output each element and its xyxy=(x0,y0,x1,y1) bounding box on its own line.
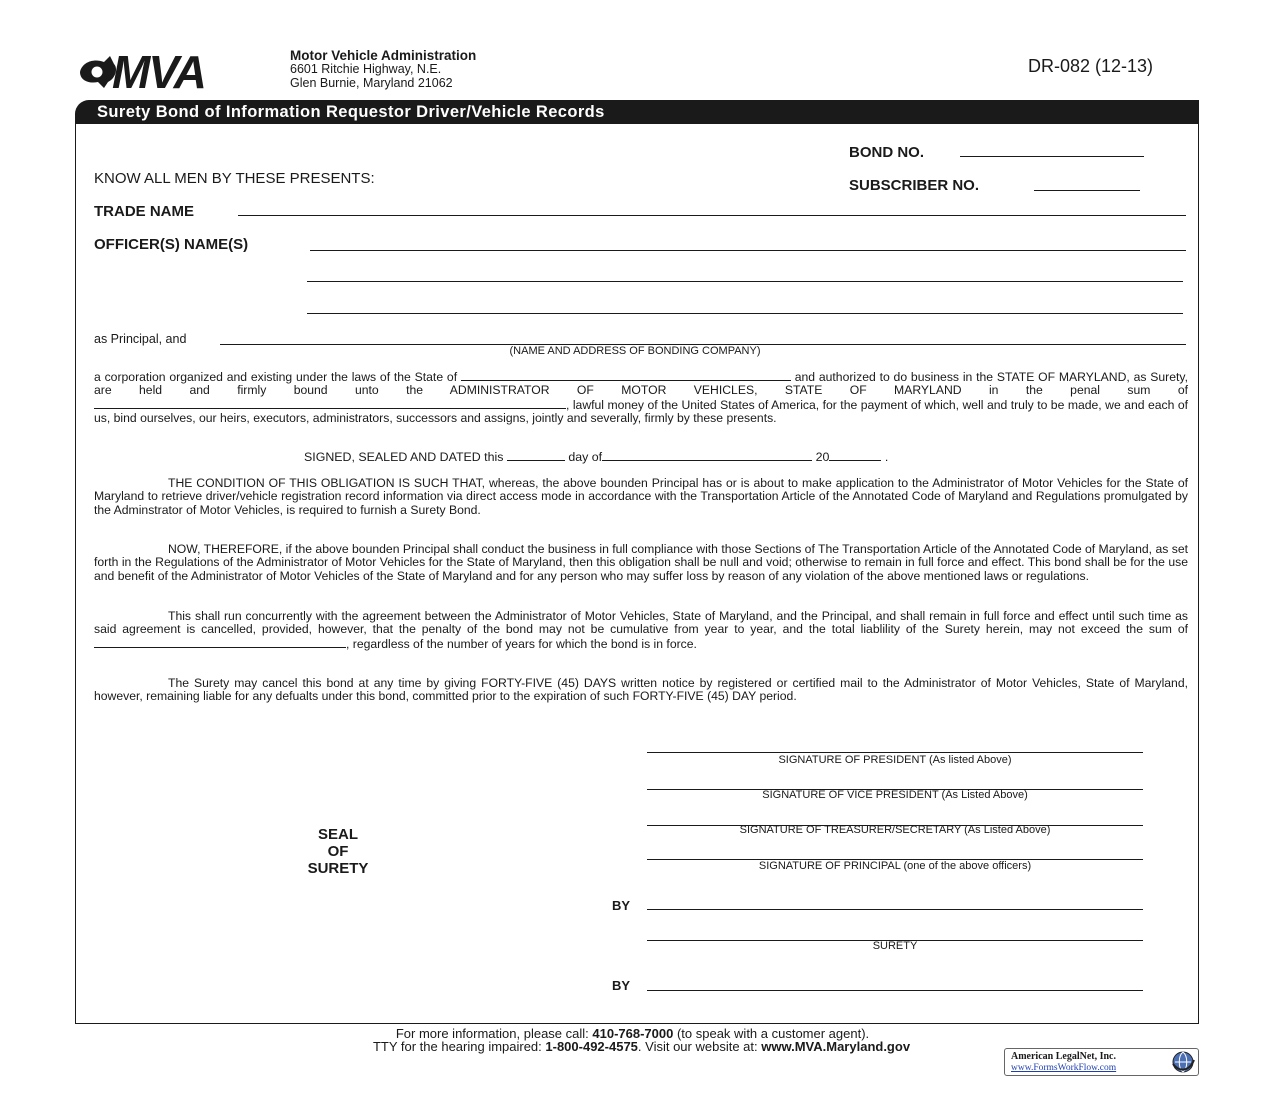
footer-phone-number: 410-768-7000 xyxy=(592,1026,674,1041)
president-signature-line[interactable] xyxy=(647,752,1143,753)
footer-tty-pre: TTY for the hearing impaired: xyxy=(372,1039,546,1054)
cancel-text: The Surety may cancel this bond at any time by giving FORTY-FIVE (45) DAYS written notice by registered or certified mail to the Administrator of Motor Vehicles, State of Maryland, however, remaining liable for any defualts under this bond, committed prior to the expiration of such FORTY-FIVE (45) DAY period. xyxy=(94,676,1188,704)
bond-no-label: BOND NO. xyxy=(849,144,924,161)
subscriber-no-label: SUBSCRIBER NO. xyxy=(849,177,980,194)
form-code: DR-082 (12-13) xyxy=(1028,56,1154,76)
form-title: Surety Bond of Information Requestor Driver/Vehicle Records xyxy=(75,100,1199,124)
by-label-2: BY xyxy=(612,978,631,993)
corp-text-1: a corporation organized and existing under the laws of the State of xyxy=(94,370,458,384)
signed-text-1: SIGNED, SEALED AND DATED this xyxy=(304,450,504,464)
by-label-1: BY xyxy=(612,898,631,913)
trade-name-label: TRADE NAME xyxy=(94,203,194,220)
footer-phone-post: (to speak with a customer agent). xyxy=(673,1026,870,1041)
subscriber-no-field[interactable] xyxy=(1034,190,1140,191)
corp-text-3: , lawful money of the United States of America, for the payment of which, well and truly to be made, we and each of us, bind ourselves, our heirs, executors, administrators, successors and assigns, jointly and severally, firmly by these presents. xyxy=(94,397,1188,426)
know-all-heading: KNOW ALL MEN BY THESE PRESENTS: xyxy=(94,170,375,187)
cancel-paragraph xyxy=(94,677,1188,704)
legalnet-name: American LegalNet, Inc. xyxy=(1011,1051,1116,1062)
signed-text-2: day of xyxy=(568,450,603,464)
wheel-icon xyxy=(80,56,116,88)
now-therefore-paragraph xyxy=(94,543,1188,583)
year-blank[interactable] xyxy=(829,450,881,461)
officers-field-3[interactable] xyxy=(307,313,1183,314)
seal-line-1: SEAL xyxy=(317,826,358,843)
seal-line-2: OF xyxy=(327,843,349,860)
agency-address xyxy=(290,62,453,90)
bond-no-field[interactable] xyxy=(960,156,1144,157)
footer-website-pre: . Visit our website at: xyxy=(637,1039,762,1054)
officers-field-1[interactable] xyxy=(310,250,1186,251)
logo-text: MVA xyxy=(112,48,205,92)
mva-logo xyxy=(76,48,286,92)
address-line-1: 6601 Ritchie Highway, N.E. xyxy=(290,62,442,76)
footer-website-link[interactable]: www.MVA.Maryland.gov xyxy=(761,1039,911,1054)
vice-president-signature-caption: SIGNATURE OF VICE PRESIDENT (As Listed Above) xyxy=(762,789,1028,801)
trade-name-field[interactable] xyxy=(238,215,1186,216)
globe-icon xyxy=(1171,1050,1195,1074)
month-blank[interactable] xyxy=(602,450,812,461)
address-line-2: Glen Burnie, Maryland 21062 xyxy=(290,76,453,90)
officers-field-2[interactable] xyxy=(307,281,1183,282)
concurrent-paragraph xyxy=(94,610,1188,651)
total-liability-blank[interactable] xyxy=(94,637,346,648)
now-therefore-text: NOW, THEREFORE, if the above bounden Principal shall conduct the business in full compliance with those Sections of The Transportation Article of the Annotated Code of Maryland, as set forth in the Regulations of the Administrator of Motor Vehicles for the State of Maryland, then this obligation shall be null and void; otherwise to remain in full force and effect. This bond shall be for the use and benefit of the Administrator of Motor Vehicles of the State of Maryland and for any person who may suffer loss by reason of any violation of the above mentioned laws or regulations. xyxy=(94,542,1188,583)
principal-signature-caption: SIGNATURE OF PRINCIPAL (one of the above officers) xyxy=(758,860,1032,872)
principal-label: as Principal, and xyxy=(94,332,187,346)
signed-text-4: . xyxy=(884,450,889,464)
mva-logo-graphic xyxy=(76,48,286,92)
concurrent-text-1: This shall run concurrently with the agreement between the Administrator of Motor Vehicles, State of Maryland, and the Principal, and shall remain in full force and effect until such time as said agreement is cancelled, provided, however, that the penalty of the bond may not be cumulative from year to year, and the total liablility of the Surety herein, may not exceed the sum of xyxy=(94,609,1188,637)
seal-line-3: SURETY xyxy=(307,860,369,877)
legalnet-url[interactable]: www.FormsWorkFlow.com xyxy=(1011,1063,1117,1073)
corp-text-2: and authorized to do business in the STATE OF MARYLAND, as Surety, are held and firmly bound unto the ADMINISTRATOR OF MOTOR VEHICLES, STATE OF MARYLAND in the penal sum of xyxy=(94,370,1188,398)
president-signature-caption: SIGNATURE OF PRESIDENT (As listed Above) xyxy=(778,754,1012,766)
legalnet-badge[interactable] xyxy=(1004,1048,1199,1076)
footer-tty-number: 1-800-492-4575 xyxy=(545,1039,638,1054)
by-signature-line-2[interactable] xyxy=(647,990,1143,991)
treasurer-signature-caption: SIGNATURE OF TREASURER/SECRETARY (As Listed Above) xyxy=(739,824,1051,836)
condition-text: THE CONDITION OF THIS OBLIGATION IS SUCH THAT, whereas, the above bounden Principal has or is about to make application to the Administrator of Motor Vehicles for the State of Maryland to retrieve driver/vehicle registration record information via direct access mode in accordance with the Transportation Article of the Annotated Code of Maryland and Regulations promulgated by the Adminstrator of Motor Vehicles, is required to furnish a Surety Bond. xyxy=(94,476,1188,517)
state-blank[interactable] xyxy=(461,370,791,381)
bonding-company-caption: (NAME AND ADDRESS OF BONDING COMPANY) xyxy=(509,345,761,357)
seal-of-surety xyxy=(290,826,386,877)
condition-paragraph xyxy=(94,477,1188,517)
by-signature-line-1[interactable] xyxy=(647,909,1143,910)
signed-line xyxy=(304,450,888,464)
officers-label: OFFICER(S) NAME(S) xyxy=(94,236,249,253)
concurrent-text-2: , regardless of the number of years for which the bond is in force. xyxy=(346,636,697,651)
signed-text-3: 20 xyxy=(815,450,830,464)
day-blank[interactable] xyxy=(507,450,565,461)
penal-sum-blank[interactable] xyxy=(94,398,566,409)
surety-caption: SURETY xyxy=(872,940,918,952)
footer-phone-pre: For more information, please call: xyxy=(395,1026,593,1041)
agency-name: Motor Vehicle Administration xyxy=(290,48,477,63)
corporation-paragraph xyxy=(94,370,1188,426)
